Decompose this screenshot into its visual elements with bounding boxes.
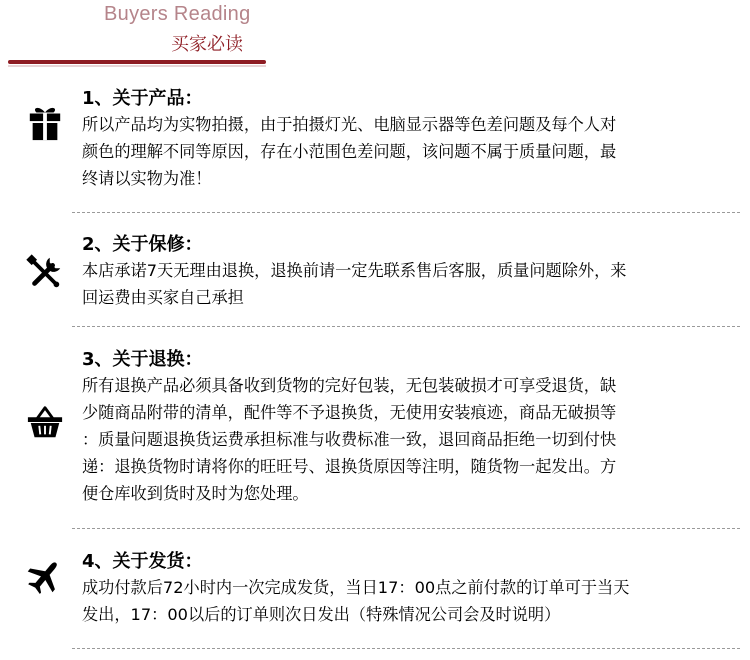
section-body: 本店承诺7天无理由退换，退换前请一定先联系售后客服，质量问题除外，来 回运费由买家自己承担 <box>82 261 627 307</box>
section-body: 成功付款后72小时内一次完成发货，当日17：00点之前付款的订单可于当天 发出，17：00以后的订单则次日发出（特殊情况公司会及时说明） <box>82 578 630 624</box>
divider <box>72 326 740 327</box>
section-title: 2、关于保修： <box>82 234 203 255</box>
tools-icon <box>26 254 64 292</box>
section-body: 所以产品均为实物拍摄，由于拍摄灯光、电脑显示器等色差问题及每个人对 颜色的理解不同等原因，存在小范围色差问题，该问题不属于质量问题，最 终请以实物为准！ <box>82 115 617 188</box>
divider <box>72 212 740 213</box>
section-title: 1、关于产品： <box>82 88 203 109</box>
basket-icon <box>26 403 64 441</box>
section-title: 4、关于发货： <box>82 551 203 572</box>
section-title: 3、关于退换： <box>82 349 203 370</box>
airplane-icon <box>26 557 64 595</box>
divider <box>72 528 740 529</box>
section-body: 所有退换产品必须具备收到货物的完好包装，无包装破损才可享受退货，缺 少随商品附带的清单，配件等不予退换货，无使用安装痕迹，商品无破损等 ：质量问题退换货运费承担标准与收费标准一致，退回商品拒绝一切到付快 递：退换货物时请将你的旺旺号、退换货原因等注明，随货物一起发出。方 便仓库收到货时及时为您处理。 <box>82 376 617 503</box>
gift-icon <box>26 104 64 142</box>
divider <box>72 648 740 649</box>
header-underline-shadow <box>8 65 266 67</box>
header-title-cn: 买家必读 <box>171 34 243 55</box>
header-title-en: Buyers Reading <box>104 3 251 25</box>
header-underline <box>8 60 266 64</box>
